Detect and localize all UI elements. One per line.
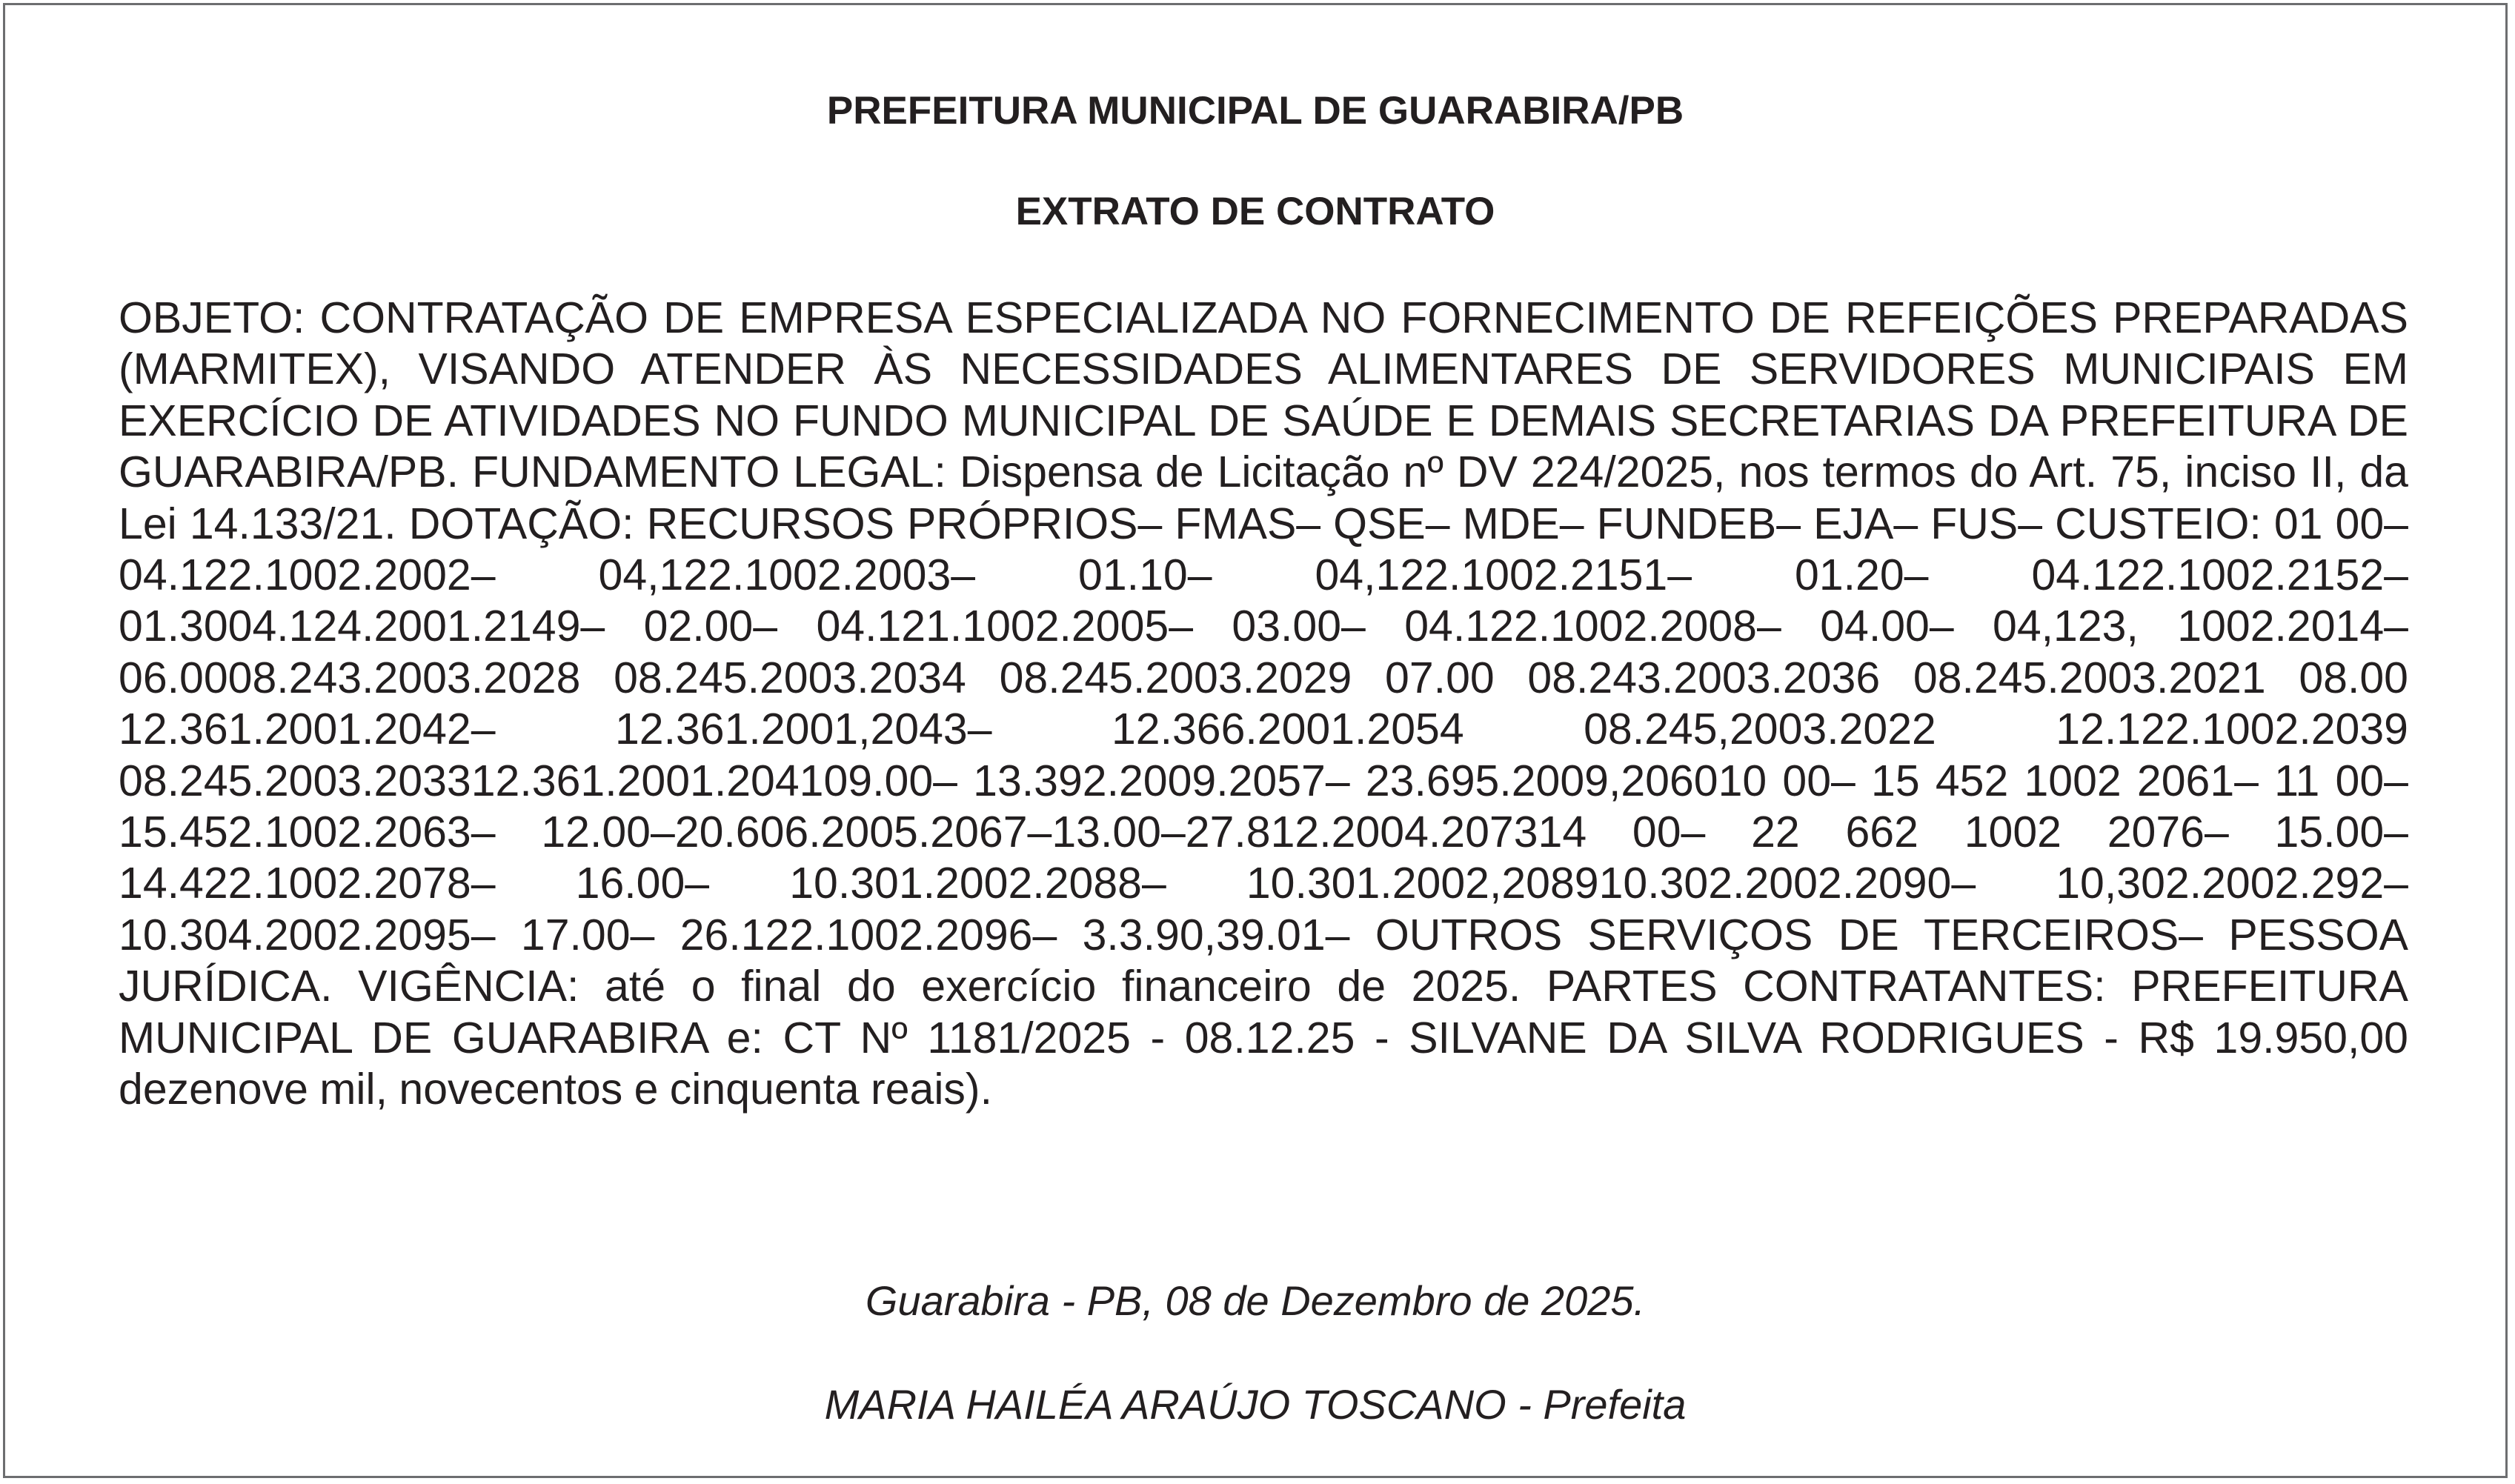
contract-body-text: OBJETO: CONTRATAÇÃO DE EMPRESA ESPECIALIZADA NO FORNECIMENTO DE REFEIÇÕES PREPARADAS (MARMITEX), VISANDO ATENDER ÀS NECESSIDADES ALIMENTARES DE SERVIDORES MUNICIPAIS EM EXERCÍCIO DE ATIVIDADES NO FUNDO MUNICIPAL DE SAÚDE E DEMAIS SECRETARIAS DA PREFEITURA DE GUARABIRA/PB. FUNDAMENTO LEGAL: Dispensa de Licitação nº DV 224/2025, nos termos do Art. 75, inciso II, da Lei 14.133/21. DOTAÇÃO: RECURSOS PRÓPRIOS– FMAS– QSE– MDE– FUNDEB– EJA– FUS– CUSTEIO: 01 00– 04.122.1002.2002– 04,122.1002.2003– 01.10– 04,122.1002.2151– 01.20– 04.122.1002.2152– 01.3004.124.2001.2149– 02.00– 04.121.1002.2005– 03.00– 04.122.1002.2008– 04.00– 04,123, 1002.2014– 06.0008.243.2003.2028 08.245.2003.2034 08.245.2003.2029 07.00 08.243.2003.2036 08.245.2003.2021 08.00 12.361.2001.2042– 12.361.2001,2043– 12.366.2001.2054 08.245,2003.2022 12.122.1002.2039 08.245.2003.203312.361.2001.204109.00– 13.392.2009.2057– 23.695.2009,206010 00– 15 452 1002 2061– 11 00– 15.452.1002.2063– 12.00–20.606.2005.2067–13.00–27.812.2004.207314 00– 22 662 1002 2076– 15.00– 14.422.1002.2078– 16.00– 10.301.2002.2088– 10.301.2002,208910.302.2002.2090– 10,302.2002.292– 10.304.2002.2095– 17.00– 26.122.1002.2096– 3.3.90,39.01– OUTROS SERVIÇOS DE TERCEIROS– PESSOA JURÍDICA. VIGÊNCIA: até o final do exercício financeiro de 2025. PARTES CONTRATANTES: PREFEITURA MUNICIPAL DE GUARABIRA e: CT Nº 1181/2025 - 08.12.25 - SILVANE DA SILVA RODRIGUES - R$ 19.950,00 dezenove mil, novecentos e cinquenta reais). (119, 293, 2408, 1114)
place-and-date: Guarabira - PB, 08 de Dezembro de 2025. (865, 1277, 1646, 1324)
signature-line: MARIA HAILÉA ARAÚJO TOSCANO - Prefeita (824, 1381, 1687, 1428)
document-frame (3, 3, 2508, 1478)
header-municipality: PREFEITURA MUNICIPAL DE GUARABIRA/PB (826, 89, 1684, 133)
document-title: EXTRATO DE CONTRATO (1015, 190, 1495, 233)
